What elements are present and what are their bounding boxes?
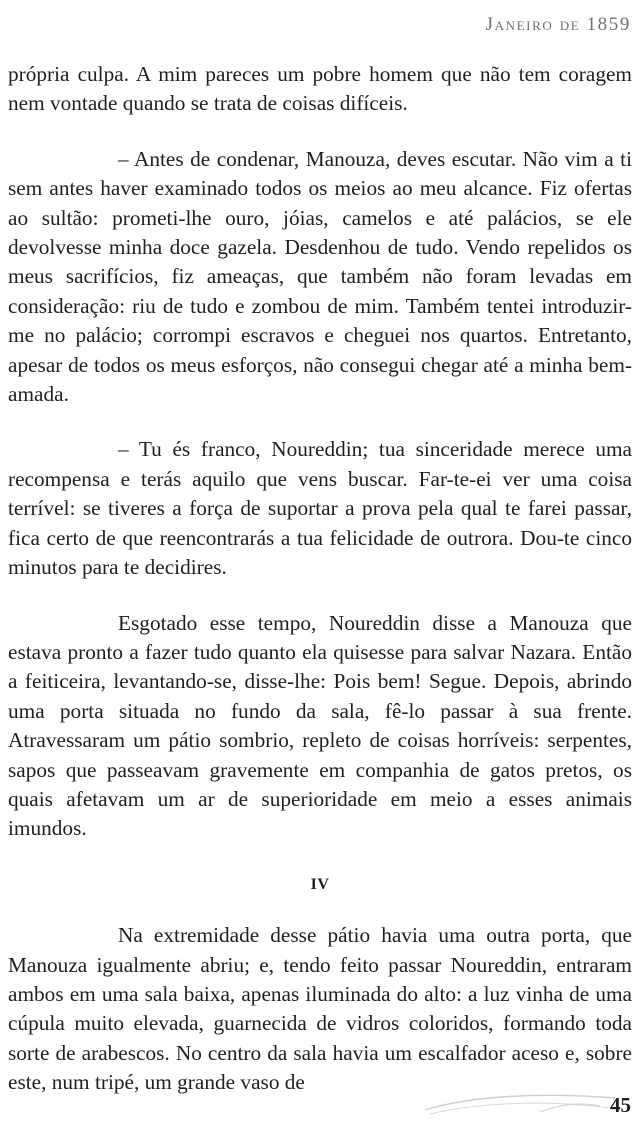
- paragraph-continuation: própria culpa. A mim pareces um pobre homem que não tem coragem nem vontade quando se trata de coisas difíceis.: [8, 62, 632, 116]
- running-header: Janeiro de 1859: [485, 14, 631, 35]
- section-heading: IV: [310, 875, 330, 893]
- paragraph-low-room: Na extremidade desse pátio havia uma outra porta, que Manouza igualmente abriu; e, tendo feito passar Noureddin, entraram ambos em uma sala baixa, apenas iluminada do alto: a luz vinha de uma cúpula muito elevada, guarnecida de vidros coloridos, formando toda sorte de arabescos. No centro da sala havia um escalfador aceso e, sobre este, num tripé, um grande vaso de: [8, 923, 632, 1095]
- page-body: [8, 60, 632, 1124]
- paragraph-courtyard: Esgotado esse tempo, Noureddin disse a Manouza que estava pronto a fazer tudo quanto ela quisesse para salvar Nazara. Então a feiticeira, levantando-se, disse-lhe: Pois bem! Segue. Depois, abrindo uma porta situada no fundo da sala, fê-lo passar à sua frente. Atravessaram um pátio sombrio, repleto de coisas horríveis: serpentes, sapos que passeavam gravemente em companhia de gatos pretos, os quais afetavam um ar de superioridade em meio a esses animais imundos.: [8, 610, 632, 841]
- paragraph-manouza-speech: – Tu és franco, Noureddin; tua sinceridade merece uma recompensa e terás aquilo que vens buscar. Far-te-ei ver uma coisa terrível: se tiveres a força de suportar a prova pela qual te farei passar, fica certo de que reencontrarás a tua felicidade de outrora. Dou-te cinco minutos para te decidires.: [8, 437, 632, 580]
- paragraph-noureddin-speech: – Antes de condenar, Manouza, deves escutar. Não vim a ti sem antes haver examinado todos os meios ao meu alcance. Fiz ofertas ao sultão: prometi-lhe ouro, jóias, camelos e até palácios, se ele devolvesse minha doce gazela. Desdenhou de tudo. Vendo repelidos os meus sacrifícios, fiz ameaças, que também não foram levadas em consideração: riu de tudo e zombou de mim. Também tentei introduzir-me no palácio; corrompi escravos e cheguei nos quartos. Entretanto, apesar de todos os meus esforços, não consegui chegar até a minha bem-amada.: [8, 146, 632, 407]
- footer-swoosh-ornament: [420, 1084, 620, 1118]
- page-number: 45: [610, 1093, 631, 1117]
